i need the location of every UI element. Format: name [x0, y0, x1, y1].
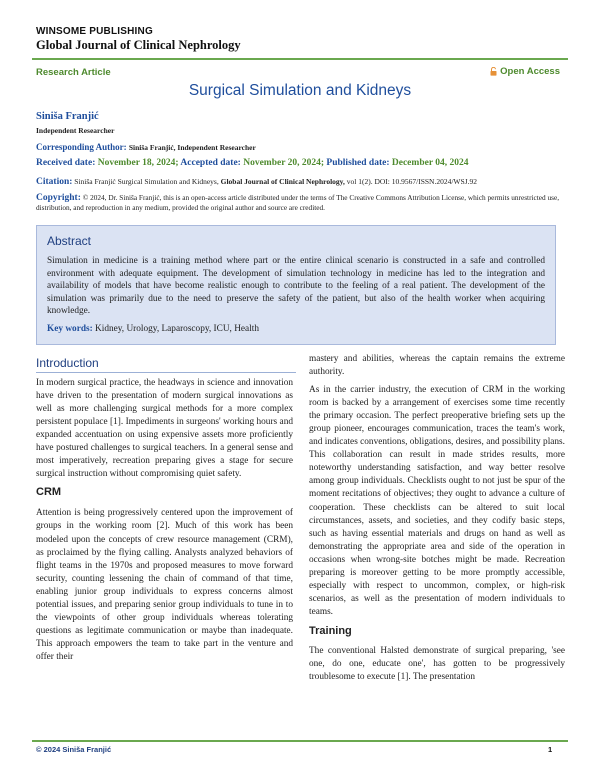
author-affiliation: Independent Researcher — [36, 126, 115, 135]
citation-pre: Siniša Franjić Surgical Simulation and Kidneys, — [74, 177, 219, 186]
training-heading: Training — [309, 624, 352, 637]
introduction-heading: Introduction — [36, 356, 99, 370]
open-access-badge — [490, 66, 560, 77]
received-label: Received date: — [36, 158, 96, 168]
crm-heading: CRM — [36, 486, 62, 499]
corresponding-author — [36, 142, 256, 152]
right-paragraph-1: mastery and abilities, whereas the captain remains the extreme authority. — [309, 354, 565, 378]
open-lock-icon — [490, 67, 497, 76]
copyright-text: © 2024, Dr. Siniša Franjić, this is an open-access article distributed under the terms of The Creative Commons Attribution License, which permits unrestricted use, distribution, and reproduction in any medium, provided the original author and source are credited. — [36, 193, 560, 212]
accepted-value: November 20, 2024; — [243, 158, 325, 168]
published-value: December 04, 2024 — [391, 158, 469, 168]
citation-journal: Global Journal of Clinical Nephrology, — [220, 177, 345, 186]
keywords — [47, 324, 545, 334]
footer-copyright: © 2024 Siniša Franjić — [36, 745, 112, 754]
header-divider — [32, 58, 568, 60]
footer-divider — [32, 740, 568, 742]
citation — [36, 177, 477, 187]
right-column — [309, 353, 565, 684]
keywords-label: Key words: — [47, 323, 93, 334]
article-type: Research Article — [36, 67, 111, 78]
copyright-label: Copyright: — [36, 193, 81, 203]
open-access-label: Open Access — [500, 66, 560, 77]
page-number: 1 — [548, 745, 553, 754]
abstract-box — [36, 225, 556, 345]
crm-paragraph: Attention is being progressively centered upon the improvement of groups in the working room [2]. Much of this work has been modeled upon the concepts of crew resource management (CRM), as proclaimed by the flying calling. Analysts analyzed behaviors of flight teams in the 1970s and proposed measures to move forward security, counting lessening the chain of command of that time, enabling junior group individuals to express concerns almost potential issues, and preparing senior group individuals to tune in to the viewpoints of other group individuals whereas tolerating questions as legitimate communication or maybe than inadequate. This approach empowers the team to take part in the venture and offer their — [36, 508, 293, 662]
article-title: Surgical Simulation and Kidneys — [188, 82, 412, 99]
received-value: November 18, 2024; — [97, 158, 179, 168]
published-label: Published date: — [326, 158, 390, 168]
right-paragraph-2: As in the carrier industry, the execution of CRM in the working room is backed by a arrangement of exercises some time recently the primary occasion. The perfect preoperative briefing sets up the group pioneer, encourages communication, traces the team's work, and indicates conventions, obligations, desires, and possibility plans. This collaboration can result in made strides results, more noteworthy understanding satisfaction, and way better resolve among group individuals. Checklists ought to not just be spur of the moment recitations of objectives; they ought to advance a culture of cooperation. These checklists can be altered to suit local circumstances, assets, and societies, and they codify basic steps, such as having essential materials and drugs on hand as well as demonstrating the appropriate area and side of the operation in occasions when wrong-site botches might be made. Recreation preparing is moreover getting to be more promptly accessible, especially with respect to uncommon, complex, or high-risk scenarios, as well as the presentation of modern individuals to teams. — [309, 385, 565, 617]
copyright — [36, 193, 566, 213]
introduction-underline — [36, 372, 296, 373]
intro-paragraph: In modern surgical practice, the headways in science and innovation have driven to the presentation of modern surgical innovations as well as more challenging surgical methods for a more complex persistent populace [1]. Impediments in surgeons' working hours and expanded accentuation on using expensive assets more proficiently have postured challenges to surgical teachers. In a general sense and most imperatively, recreation preparing gives a stage for secure surgical instruction without compromising quiet safety. — [36, 378, 293, 480]
accepted-label: Accepted date: — [180, 158, 241, 168]
author-name: Siniša Franjić — [36, 111, 99, 122]
abstract-heading: Abstract — [47, 234, 92, 248]
abstract-text: Simulation in medicine is a training method where part or the entire clinical scenario is constructed in a safe and controlled environment with adequate equipment. The development of simulation technology in medicine has led to the integration and availability of models that have become realistic enough to contribute to the feeling of a real patient. The development of the simulation was primarily due to the need to preserve the safety of the patient, but also of the health worker when acquiring knowledge. — [47, 256, 545, 317]
article-dates — [36, 158, 468, 168]
keywords-list: Kidney, Urology, Laparoscopy, ICU, Health — [95, 323, 259, 334]
left-column — [36, 377, 293, 664]
journal-name: Global Journal of Clinical Nephrology — [36, 38, 241, 52]
publisher-name: WINSOME PUBLISHING — [36, 26, 153, 37]
training-paragraph: The conventional Halsted demonstrate of surgical preparing, 'see one, do one, educate one', has gotten to be progressively troublesome to execute [1]. The presentation — [309, 645, 565, 683]
corresponding-value: Siniša Franjić, Independent Researcher — [128, 143, 256, 152]
citation-post: vol 1(2). DOI: 10.9567/ISSN.2024/WSJ.92 — [346, 177, 477, 186]
corresponding-label: Corresponding Author: — [36, 142, 127, 152]
citation-label: Citation: — [36, 177, 73, 187]
